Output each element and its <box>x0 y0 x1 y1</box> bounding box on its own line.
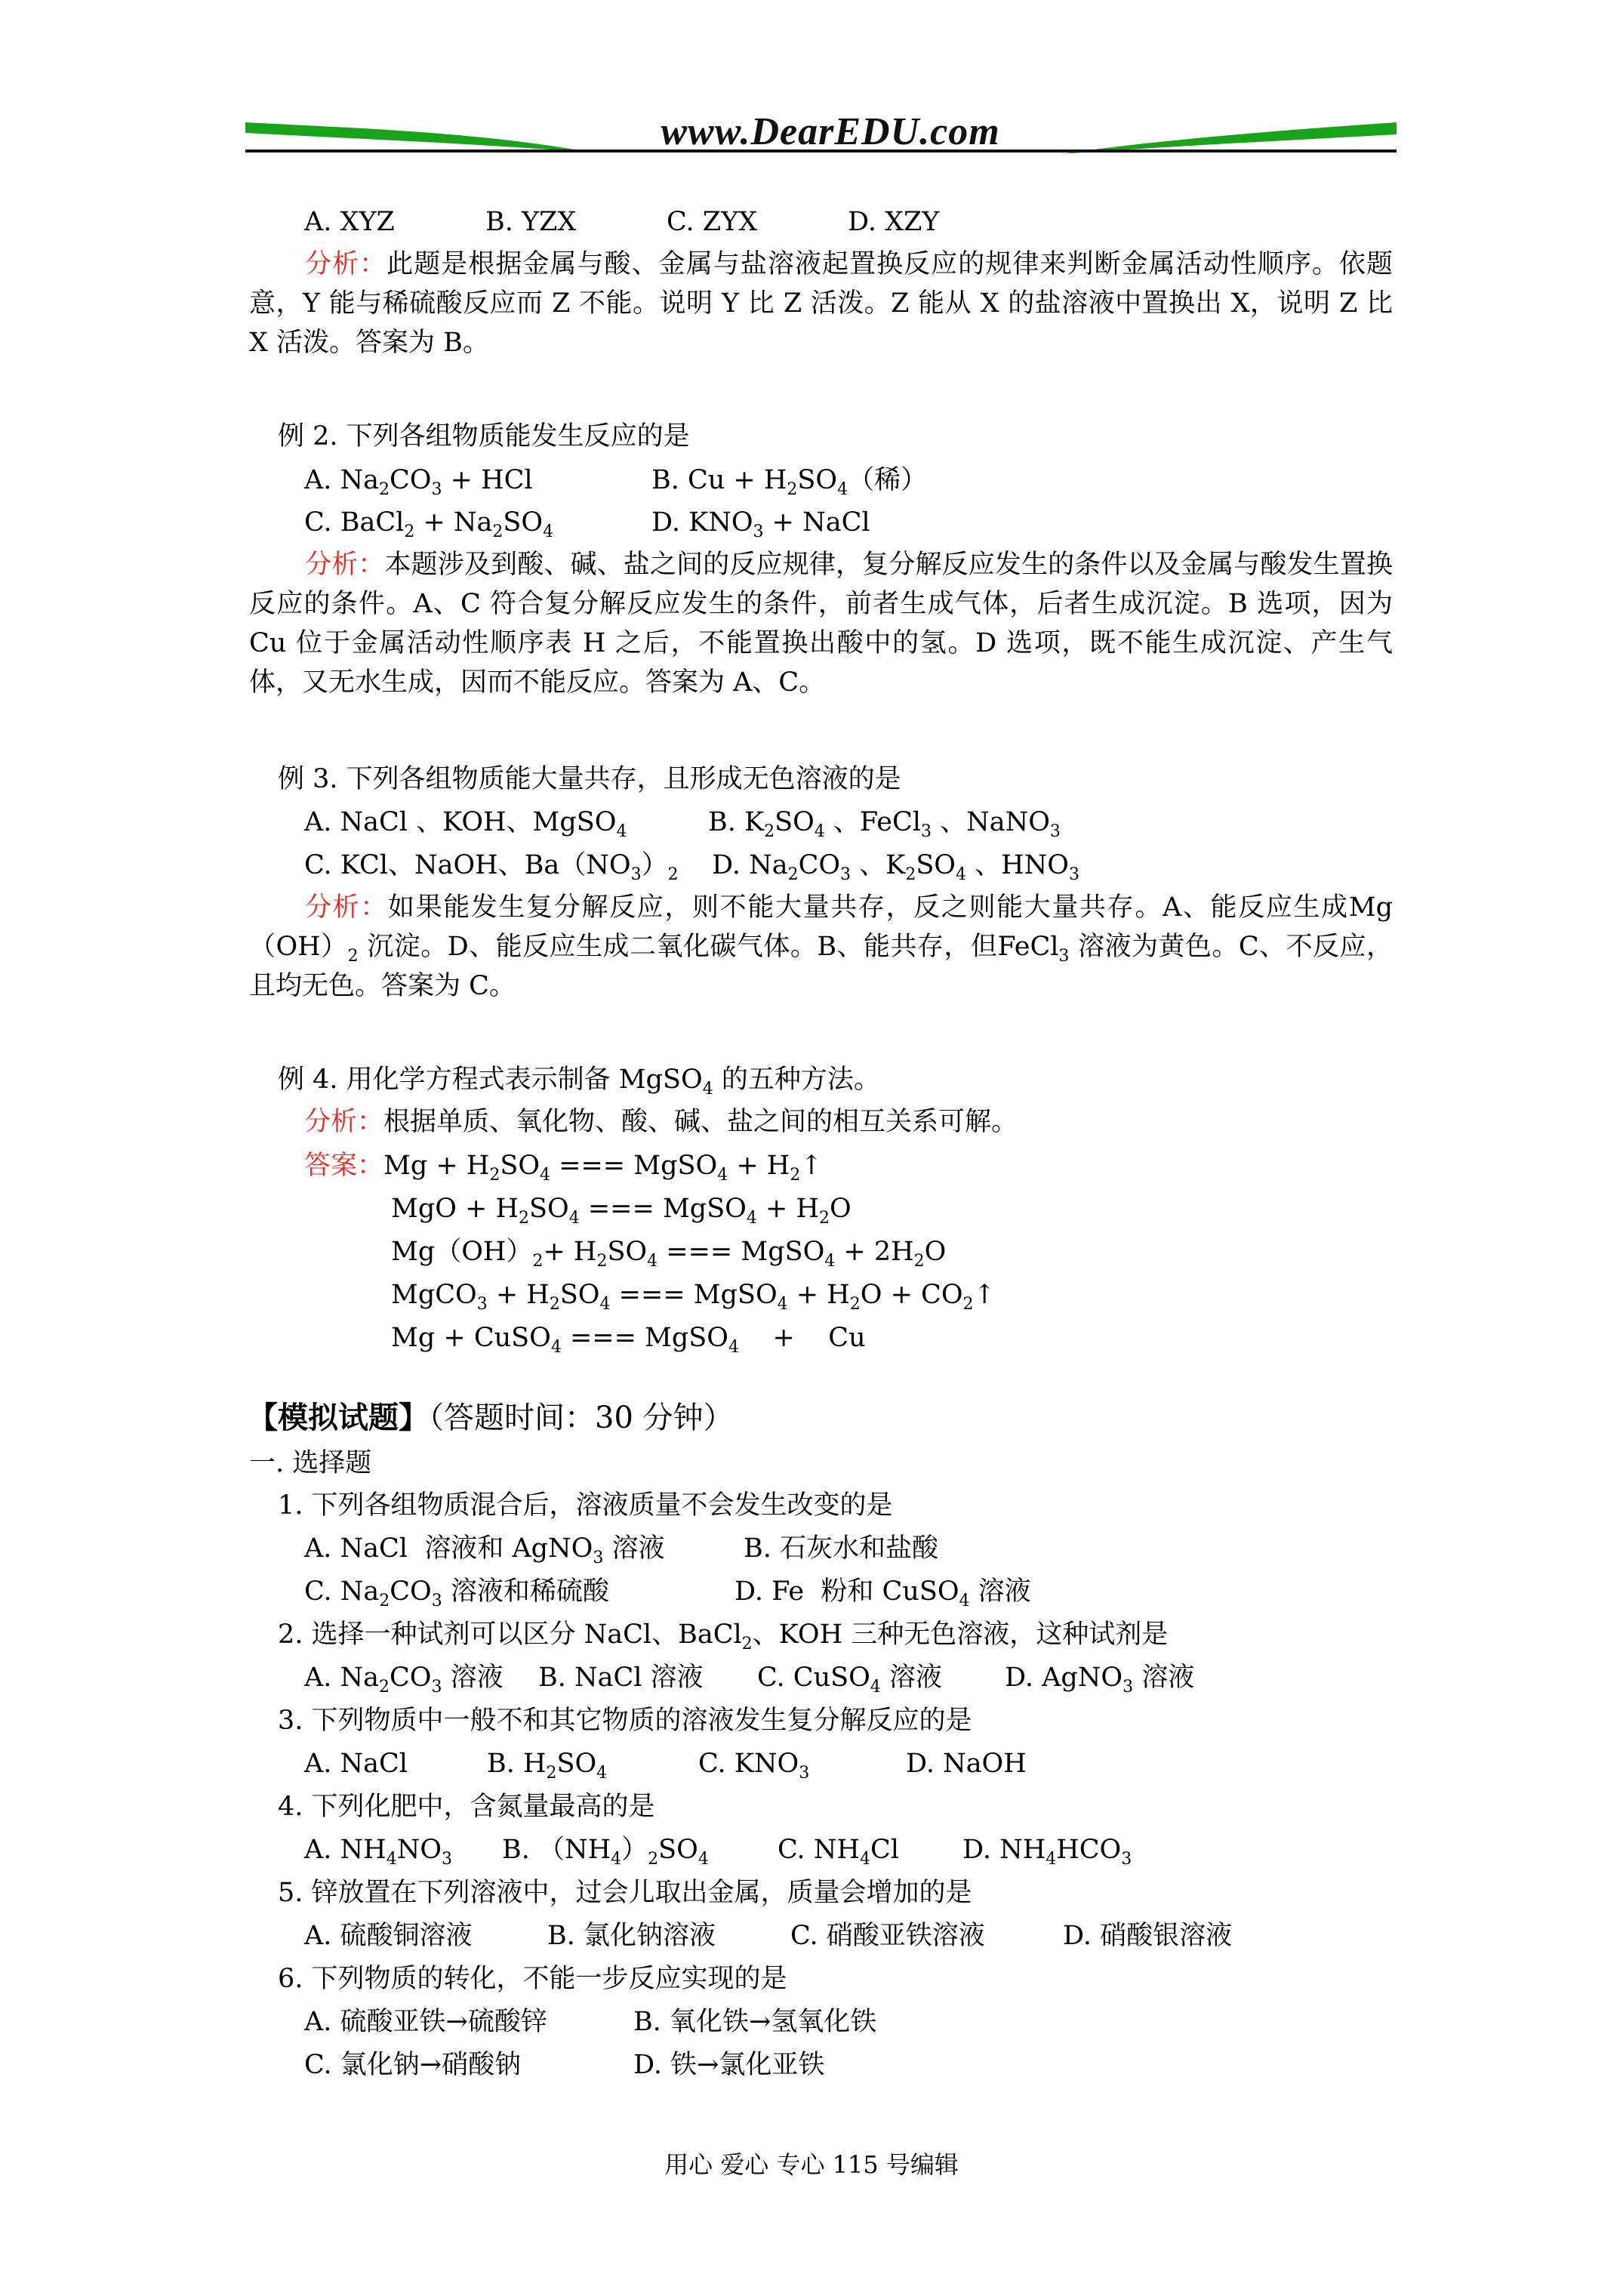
option-d: D. XZY <box>848 207 940 237</box>
site-logo-text: www.DearEDU.com <box>661 110 1000 153</box>
ex2-option-d: D. $KNO_3$ + NaCl <box>651 507 870 541</box>
ex3-option-a: A. NaCl 、KOH、MgSO$_4$ <box>304 807 627 841</box>
mock-q4-options: A. $NH_4NO_3$ B. $(NH_4)_2SO_4$ C. $NH_4Cl$ D. $NH_4HCO_3$ <box>304 1835 1132 1869</box>
page-footer: 用心 爱心 专心 115 号编辑 <box>664 2150 959 2179</box>
ex3-option-b: B. $K_2SO_4$ 、FeCl$_3$ 、NaNO$_3$ <box>708 807 1061 841</box>
option-c: C. ZYX <box>667 207 758 237</box>
ex3-title: 例 3. 下列各组物质能大量共存，且形成无色溶液的是 <box>278 764 901 794</box>
ex2-options-row1 <box>304 461 927 500</box>
ex2-title: 例 2. 下列各组物质能发生反应的是 <box>278 421 690 451</box>
analysis-1 <box>249 245 1393 362</box>
mock-q2-options: A. $Na_2CO_3$ 溶液 B. NaCl 溶液 C. CuSO$_4$ 溶液 D. AgNO$_3$ 溶液 <box>304 1663 1195 1697</box>
ex4-title: 例 4. 用化学方程式表示制备 MgSO$_4$ 的五种方法。 <box>278 1065 880 1099</box>
option-b: B. YZX <box>485 207 577 237</box>
mock-q1-row2: C. $Na_2CO_3$ 溶液和稀硫酸 D. Fe 粉和 CuSO$_4$ 溶液 <box>304 1576 1031 1610</box>
ex3-option-d: D. $Na_2CO_3$ 、$K_2SO_4$ 、$HNO_3$ <box>712 850 1079 884</box>
q1-options <box>304 202 939 242</box>
analysis-label: 分析： <box>305 249 387 279</box>
leaf-left-decoration <box>245 122 593 153</box>
ex3-options-row2 <box>304 846 1079 885</box>
ex4-analysis: 分析：根据单质、氧化物、酸、碱、盐之间的相互关系可解。 <box>304 1107 1018 1137</box>
ex4-equation-2: MgO + $H_2SO_4$ === MgSO$_4$ + $H_2O$ <box>391 1194 852 1228</box>
mock-q4: 4. 下列化肥中，含氮量最高的是 <box>278 1792 655 1822</box>
ex3-option-c: C. KCl、NaOH、$Ba(NO_3)_2$ <box>304 850 679 884</box>
mock-q6-row1: A. 硫酸亚铁→硫酸锌 B. 氧化铁→氢氧化铁 <box>304 2007 877 2037</box>
mock-q5-options: A. 硫酸铜溶液 B. 氯化钠溶液 C. 硝酸亚铁溶液 D. 硝酸银溶液 <box>304 1921 1233 1951</box>
ex4-equation-4: MgCO$_3$ + $H_2SO_4$ === MgSO$_4$ + $H_2O$ + $CO_2↑$ <box>391 1280 996 1314</box>
mock-q2: 2. 选择一种试剂可以区分 NaCl、BaCl$_2$、KOH 三种无色溶液，这种试剂是 <box>278 1620 1169 1653</box>
section-heading: 一. 选择题 <box>249 1448 372 1478</box>
mock-q1-row1: A. NaCl 溶液和 AgNO$_3$ 溶液 B. 石灰水和盐酸 <box>304 1533 938 1567</box>
ex2-option-c: C. BaCl$_2$ + $Na_2SO_4$ <box>304 507 554 541</box>
mock-q1: 1. 下列各组物质混合后，溶液质量不会发生改变的是 <box>278 1490 893 1521</box>
ex4-equation-3: $Mg(OH)_2+ H_2SO_4$ === MgSO$_4$ + $2H_2O$ <box>391 1237 947 1271</box>
mock-q5: 5. 锌放置在下列溶液中，过会儿取出金属，质量会增加的是 <box>278 1878 972 1908</box>
mock-q3: 3. 下列物质中一般不和其它物质的溶液发生复分解反应的是 <box>278 1706 972 1736</box>
ex3-options-row1 <box>304 803 1061 842</box>
analysis-2: 分析：本题涉及到酸、碱、盐之间的反应规律，复分解反应发生的条件以及金属与酸发生置换反应的条件。A、C 符合复分解反应发生的条件，前者生成气体，后者生成沉淀。B 选项，因为 Cu 位于金属活动性顺序表 H 之后，不能置换出酸中的氢。D 选项，既不能生成沉淀、产生气体，又无水生成，因而不能反应。答案为 A、C。 <box>249 550 1393 698</box>
ex2-option-a: A. $Na_2CO_3$ + HCl <box>304 465 533 499</box>
mock-title: 【模拟试题】（答题时间：30 分钟） <box>248 1400 734 1435</box>
option-a: A. XYZ <box>304 207 395 237</box>
mock-q6-row2: C. 氯化钠→硝酸钠 D. 铁→氯化亚铁 <box>304 2050 825 2080</box>
ex2-option-b: B. $Cu + H_2SO_4$（稀） <box>651 465 928 499</box>
analysis-text: 此题是根据金属与酸、金属与盐溶液起置换反应的规律来判断金属活动性顺序。依题意，Y 能与稀硫酸反应而 Z 不能。说明 Y 比 Z 活泼。Z 能从 X 的盐溶液中置换出 X，说明 Z 比 X 活泼。答案为 B。 <box>249 249 1393 358</box>
mock-q3-options: A. NaCl B. $H_2SO_4$ C. $KNO_3$ D. NaOH <box>304 1749 1027 1783</box>
ex2-options-row2 <box>304 503 870 542</box>
ex4-answer-1: 答案：$Mg + H_2SO_4$ === MgSO$_4$ + $H_2↑$ <box>304 1151 823 1185</box>
mock-q6: 6. 下列物质的转化，不能一步反应实现的是 <box>278 1964 787 1994</box>
analysis-3: 分析：如果能发生复分解反应，则不能大量共存，反之则能大量共存。A、能反应生成$Mg(OH)_2$ 沉淀。D、能反应生成二氧化碳气体。B、能共存，但FeCl$_3$ 溶液为黄色。C、不反应，且均无色。答案为 C。 <box>249 892 1393 1001</box>
ex4-equation-5: Mg + CuSO$_4$ === MgSO$_4$ + Cu <box>391 1323 866 1357</box>
